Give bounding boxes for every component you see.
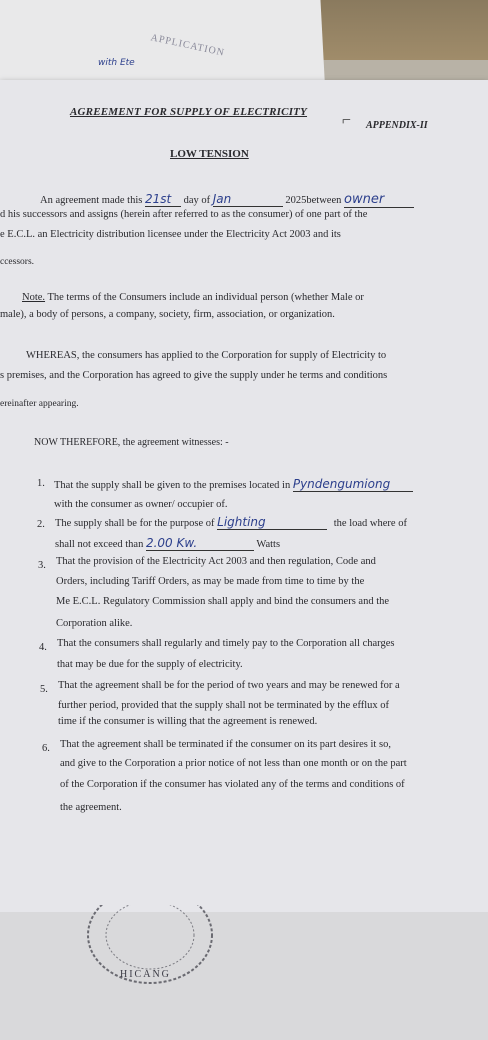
item-3-line-b: Orders, including Tariff Orders, as may be made from time to time by the (56, 576, 365, 587)
item-6-number: 6. (42, 743, 50, 754)
application-stamp-text: APPLICATION (149, 32, 226, 59)
item-5-number: 5. (40, 684, 48, 695)
item-3-line-d: Corporation alike. (56, 618, 133, 629)
item-3-line-a: That the provision of the Electricity Act 2003 and then regulation, Code and (56, 556, 376, 567)
intro-line-3: e E.C.L. an Electricity distribution licensee under the Electricity Act 2003 and its (0, 229, 341, 240)
item-5-line-c: time if the consumer is willing that the agreement is renewed. (58, 716, 318, 727)
corner-mark: ⌐ (342, 112, 352, 129)
note-label: Note. (22, 292, 46, 303)
item-4-line-a: That the consumers shall regularly and timely pay to the Corporation all charges (57, 638, 395, 649)
lower-paper-sheet (0, 912, 488, 1040)
item-1-line-b: with the consumer as owner/ occupier of. (54, 499, 228, 510)
day-field: 21st (145, 192, 181, 207)
back-scrawl: with Ete (98, 58, 135, 68)
whereas-line-1: WHEREAS, the consumers has applied to the Corporation for supply of Electricity to (26, 350, 387, 361)
load-field: 2.00 Kw. (146, 536, 254, 551)
item-1-line-a: That the supply shall be given to the premises located in Pyndengumiong (54, 477, 413, 492)
item-2-number: 2. (37, 519, 45, 530)
whereas-line-3: ereinafter appearing. (0, 399, 79, 409)
now-therefore: NOW THEREFORE, the agreement witnesses: - (34, 437, 229, 448)
document-title: AGREEMENT FOR SUPPLY OF ELECTRICITY (70, 106, 308, 118)
item-6-line-d: the agreement. (60, 802, 122, 813)
whereas-line-2: s premises, and the Corporation has agreed to give the supply under he terms and conditions (0, 370, 388, 381)
month-field: Jan (213, 192, 283, 207)
item-4-number: 4. (39, 642, 47, 653)
purpose-field: Lighting (217, 515, 327, 530)
premises-field: Pyndengumiong (293, 477, 413, 492)
item-2-line-a: The supply shall be for the purpose of Lighting the load where of (55, 515, 407, 529)
note-line-2: male), a body of persons, a company, society, firm, association, or organization. (0, 309, 335, 320)
intro-line-1: An agreement made this 21st day of Jan 2025between owner (40, 192, 414, 208)
item-6-line-b: and give to the Corporation a prior notice of not less than one month or on the part (60, 758, 407, 769)
item-5-line-a: That the agreement shall be for the period of two years and may be renewed for a (58, 680, 400, 691)
appendix-label: APPENDIX-II (366, 120, 428, 131)
item-5-line-b: further period, provided that the supply shall not be terminated by the efflux of (58, 700, 390, 711)
item-3-line-c: Me E.C.L. Regulatory Commission shall apply and bind the consumers and the (56, 596, 390, 607)
party-field: owner (344, 192, 414, 208)
item-6-line-a: That the agreement shall be terminated if the consumer on its part desires it so, (60, 739, 391, 750)
seal-text: HICANG (120, 969, 171, 980)
document-subtitle: LOW TENSION (170, 148, 249, 160)
official-seal (80, 905, 220, 985)
note-line-1: Note. The terms of the Consumers include an individual person (whether Male or (22, 292, 364, 303)
item-4-line-b: that may be due for the supply of electricity. (57, 659, 243, 670)
item-2-line-b: shall not exceed than 2.00 Kw. Watts (55, 536, 281, 550)
item-6-line-c: of the Corporation if the consumer has violated any of the terms and conditions of (60, 779, 405, 790)
intro-line-2: d his successors and assigns (herein after referred to as the consumer) of one part of the (0, 209, 368, 220)
intro-line-4: ccessors. (0, 257, 35, 267)
item-1-number: 1. (37, 478, 45, 489)
item-3-number: 3. (38, 560, 46, 571)
